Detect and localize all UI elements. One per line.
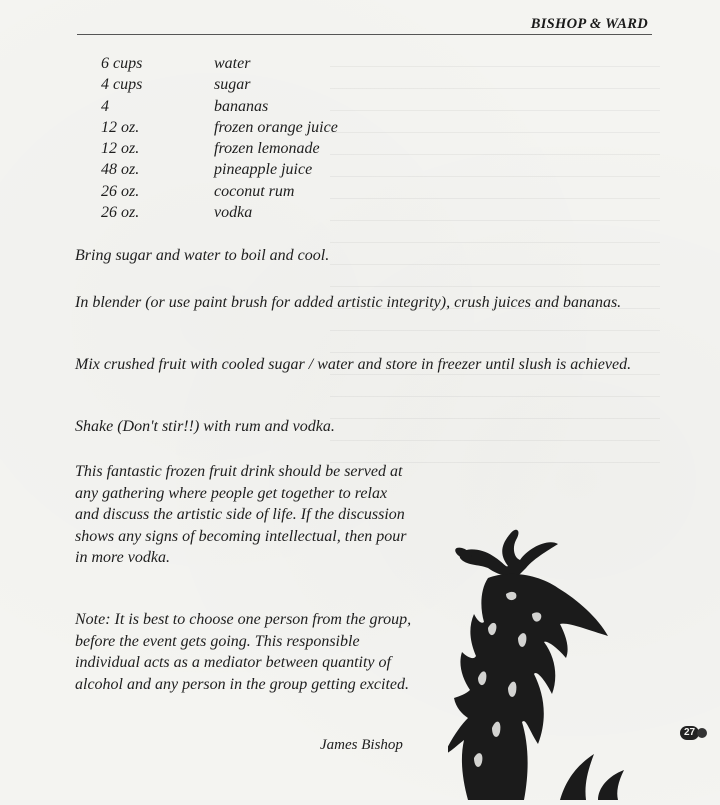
ingredient-quantity: 4 cups bbox=[101, 76, 143, 94]
running-header bbox=[77, 14, 652, 35]
ingredient-row bbox=[101, 96, 338, 117]
serving-description: This fantastic frozen fruit drink should be served at any gathering where people get together to relax and discuss the artistic side of life. If the discussion shows any signs of becoming intellectual, then pour in more vodka. bbox=[75, 463, 407, 566]
author-signature: James Bishop bbox=[320, 737, 403, 753]
instruction-boil: Bring sugar and water to boil and cool. bbox=[75, 247, 330, 264]
ingredient-name: frozen orange juice bbox=[214, 118, 338, 136]
page-number-dot bbox=[697, 728, 707, 738]
ingredient-quantity: 12 oz. bbox=[101, 140, 140, 158]
ingredient-row bbox=[101, 181, 338, 202]
ingredient-name: pineapple juice bbox=[214, 161, 313, 179]
ingredient-quantity: 48 oz. bbox=[101, 161, 140, 179]
ingredient-quantity: 4 bbox=[101, 97, 109, 115]
header-title: BISHOP & WARD bbox=[530, 16, 648, 32]
ingredient-row bbox=[101, 117, 338, 138]
ingredient-row bbox=[101, 138, 338, 159]
ingredient-row bbox=[101, 53, 338, 74]
page-number-badge bbox=[680, 726, 707, 740]
ingredient-name: vodka bbox=[214, 204, 253, 222]
ingredient-list bbox=[101, 53, 338, 223]
ingredient-name: sugar bbox=[214, 76, 251, 94]
chili-pepper-ristra-icon bbox=[448, 518, 648, 800]
note-paragraph: Note: It is best to choose one person from the group, before the event gets going. This responsible individual acts as a mediator between quantity of alcohol and any person in the group getting excited. bbox=[75, 611, 412, 693]
ingredient-quantity: 26 oz. bbox=[101, 182, 140, 200]
instruction-shake: Shake (Don't stir!!) with rum and vodka. bbox=[75, 418, 335, 435]
ingredient-name: coconut rum bbox=[214, 182, 295, 200]
ingredient-row bbox=[101, 159, 338, 180]
ingredient-name: frozen lemonade bbox=[214, 140, 320, 158]
instruction-blend: In blender (or use paint brush for added artistic integrity), crush juices and bananas. bbox=[75, 294, 622, 311]
ingredient-quantity: 26 oz. bbox=[101, 204, 140, 222]
ingredient-name: water bbox=[214, 55, 251, 72]
ingredient-name: bananas bbox=[214, 97, 269, 115]
ingredient-quantity: 12 oz. bbox=[101, 118, 140, 136]
page-number: 27 bbox=[680, 726, 699, 740]
ingredient-quantity: 6 cups bbox=[101, 55, 143, 72]
instruction-freeze: Mix crushed fruit with cooled sugar / water and store in freezer until slush is achieved. bbox=[75, 356, 632, 373]
ingredient-row bbox=[101, 202, 338, 223]
ingredient-row bbox=[101, 74, 338, 95]
